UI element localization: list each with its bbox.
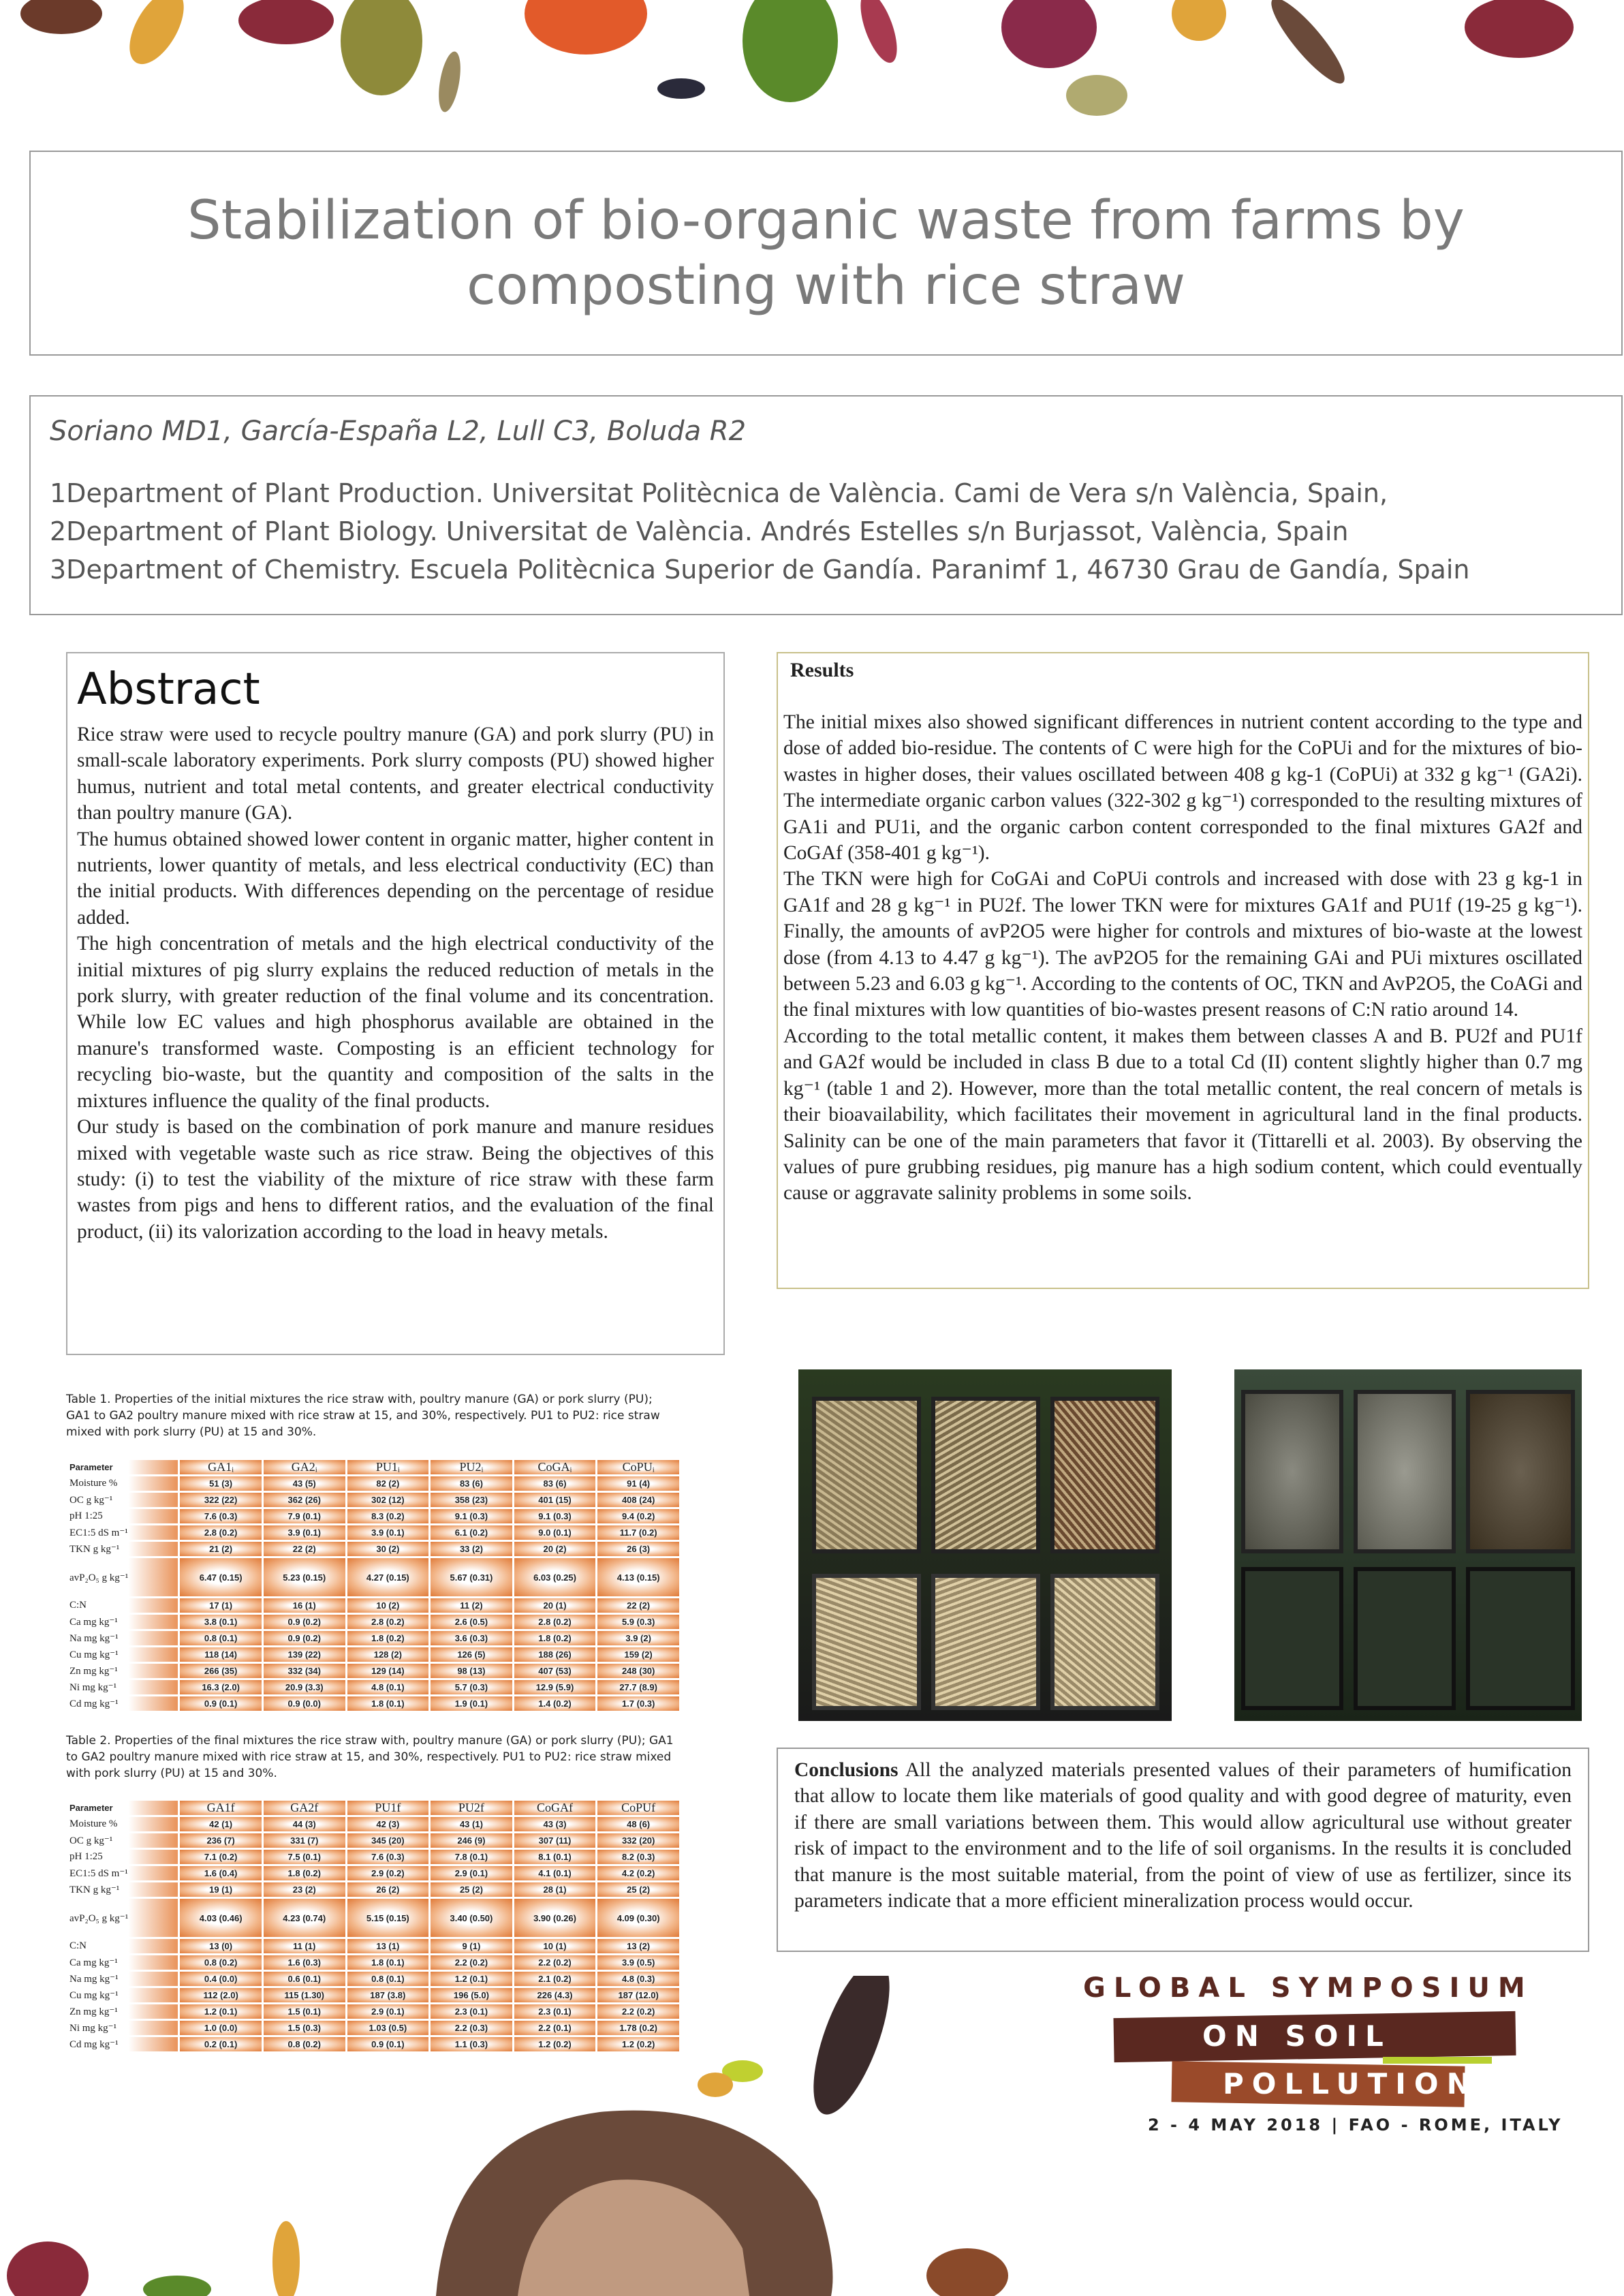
table-cell: 159 (2) — [597, 1647, 679, 1662]
table-cell: 1.8 (0.1) — [347, 1955, 429, 1970]
table-cell: 13 (1) — [347, 1939, 429, 1953]
table-cell: 115 (1.30) — [264, 1988, 345, 2002]
table-cell: 128 (2) — [347, 1647, 429, 1662]
table-cell: 1.2 (0.2) — [597, 2037, 679, 2051]
table-cell: 5.23 (0.15) — [264, 1558, 345, 1596]
table-cell: 2.6 (0.5) — [431, 1615, 512, 1629]
table-cell: 7.6 (0.3) — [180, 1509, 262, 1523]
table-cell: 1.5 (0.1) — [264, 2004, 345, 2019]
parameter-label: TKN g kg⁻¹ — [68, 1542, 178, 1556]
table-row — [68, 1647, 679, 1662]
affiliation: 1Department of Plant Production. Universitat Politècnica de València. Cami de Vera s/n València, Spain, — [50, 478, 1388, 508]
table-cell: 3.6 (0.3) — [431, 1631, 512, 1645]
table-cell: 12.9 (5.9) — [514, 1680, 596, 1694]
table-cell: 3.8 (0.1) — [180, 1615, 262, 1629]
poster-title: Stabilization of bio-organic waste from farms by composting with rice straw — [29, 151, 1623, 356]
table-cell: 1.0 (0.0) — [180, 2021, 262, 2035]
column-header: CoGAᵢ — [514, 1460, 596, 1474]
table-cell: 1.4 (0.2) — [514, 1696, 596, 1711]
table-cell: 3.9 (0.5) — [597, 1955, 679, 1970]
table-row — [68, 1850, 679, 1864]
column-header: Parameter — [68, 1801, 178, 1815]
table-row — [68, 1615, 679, 1629]
parameter-label: pH 1:25 — [68, 1509, 178, 1523]
table-cell: 17 (1) — [180, 1598, 262, 1613]
table-cell: 1.9 (0.1) — [431, 1696, 512, 1711]
column-header: GA1ᵢ — [180, 1460, 262, 1474]
logo-line2: ON SOIL — [1202, 2019, 1392, 2053]
column-header: CoPUᵢ — [597, 1460, 679, 1474]
column-header: PU2ᵢ — [431, 1460, 512, 1474]
column-header: GA1f — [180, 1801, 262, 1815]
table-cell: 1.8 (0.2) — [264, 1866, 345, 1880]
table-cell: 23 (2) — [264, 1882, 345, 1897]
results-paragraph: The initial mixes also showed significant differences in nutrient content according to the type and dose of added bio-residue. The contents of C were high for the CoPUi and for the mixtures of bio-wastes in higher doses, their values oscillated between 408 g kg-1 (CoPUi) at 332 g kg⁻¹ (GA2i). The intermediate organic carbon values (322-302 g kg⁻¹) corresponded to the resulting mixtures of GA1i and PU1i, and the organic carbon content corresponded to the final mixtures GA2f and CoGAf (358-401 g kg⁻¹). — [783, 711, 1582, 865]
parameter-label: Zn mg kg⁻¹ — [68, 2004, 178, 2019]
logo-line4: 2 - 4 MAY 2018 | FAO - ROME, ITALY — [1148, 2115, 1563, 2135]
parameter-label: TKN g kg⁻¹ — [68, 1882, 178, 1897]
table-cell: 4.23 (0.74) — [264, 1899, 345, 1937]
table-cell: 33 (2) — [431, 1542, 512, 1556]
table-cell: 43 (1) — [431, 1817, 512, 1831]
table-cell: 16.3 (2.0) — [180, 1680, 262, 1694]
abstract-section — [66, 652, 725, 1355]
table-cell: 345 (20) — [347, 1833, 429, 1848]
table-cell: 2.8 (0.2) — [514, 1615, 596, 1629]
table-cell: 10 (2) — [347, 1598, 429, 1613]
abstract-paragraph: The high concentration of metals and the high electrical conductivity of the initial mixtures of pig slurry explains the reduced reduction of metals in the pork slurry, with greater reduction of the final volume and its concentration. While low EC values and high phosphorus available are obtained in the manure's transformed waste. Composting is an efficient technology for recycling bio-waste, but the quantity and composition of the salts in the mixtures influence the quality of the final products. — [77, 933, 714, 1112]
table-cell: 4.27 (0.15) — [347, 1558, 429, 1596]
column-header: PU2f — [431, 1801, 512, 1815]
table-cell: 1.8 (0.1) — [347, 1696, 429, 1711]
table-cell: 10 (1) — [514, 1939, 596, 1953]
table-cell: 4.09 (0.30) — [597, 1899, 679, 1937]
table-cell: 7.9 (0.1) — [264, 1509, 345, 1523]
table-cell: 20 (2) — [514, 1542, 596, 1556]
parameter-label: EC1:5 dS m⁻¹ — [68, 1866, 178, 1880]
table-cell: 6.47 (0.15) — [180, 1558, 262, 1596]
column-header: PU1ᵢ — [347, 1460, 429, 1474]
parameter-label: Cu mg kg⁻¹ — [68, 1647, 178, 1662]
table-cell: 0.4 (0.0) — [180, 1972, 262, 1986]
table-cell: 13 (2) — [597, 1939, 679, 1953]
table-cell: 126 (5) — [431, 1647, 512, 1662]
abstract-heading: Abstract — [77, 664, 260, 715]
table-cell: 358 (23) — [431, 1493, 512, 1507]
authors-box — [29, 395, 1623, 615]
results-paragraph: The TKN were high for CoGAi and CoPUi controls and increased with dose with 23 g kg-1 in GA1f and 28 g kg⁻¹ in PU2f. The lower TKN were for mixtures GA1f and PU1f (19-25 g kg⁻¹). Finally, the amounts of avP2O5 were higher for controls and mixtures of bio-waste at the lowest dose (from 4.13 to 4.47 g kg⁻¹). The avP2O5 for the remaining GAi and PUi mixtures oscillated between 5.23 and 6.03 g kg⁻¹. According to the contents of OC, TKN and AvP2O5, the CoAGi and the final mixtures with low quantities of bio-wastes present reasons of C:N ratio around 14. — [783, 868, 1582, 1021]
table-row — [68, 1866, 679, 1880]
conclusions-section — [777, 1748, 1589, 1952]
parameter-label: Ca mg kg⁻¹ — [68, 1615, 178, 1629]
table-cell: 196 (5.0) — [431, 1988, 512, 2002]
table-cell: 2.2 (0.2) — [431, 1955, 512, 1970]
table-cell: 3.9 (0.1) — [347, 1525, 429, 1540]
table-cell: 248 (30) — [597, 1664, 679, 1678]
table-row — [68, 1476, 679, 1491]
table-row — [68, 1664, 679, 1678]
table-cell: 8.3 (0.2) — [347, 1509, 429, 1523]
table-cell: 13 (0) — [180, 1939, 262, 1953]
table-cell: 51 (3) — [180, 1476, 262, 1491]
table-cell: 91 (4) — [597, 1476, 679, 1491]
table-cell: 332 (34) — [264, 1664, 345, 1678]
table-cell: 1.8 (0.2) — [514, 1631, 596, 1645]
table-header-row — [68, 1801, 679, 1815]
table-row — [68, 1833, 679, 1848]
table-row — [68, 1899, 679, 1937]
table-cell: 27.7 (8.9) — [597, 1680, 679, 1694]
table-cell: 30 (2) — [347, 1542, 429, 1556]
table-cell: 0.9 (0.2) — [264, 1615, 345, 1629]
table-row — [68, 1525, 679, 1540]
table-cell: 1.7 (0.3) — [597, 1696, 679, 1711]
conclusions-text: All the analyzed materials presented values of their parameters of humification that allow to locate them like materials of good quality and with good degree of maturity, even if there are small variations between them. This would allow agricultural use without greater risk of impact to the environment and to the life of soil organisms. In the results it is concluded that manure is the most suitable material, from the point of view of use as fertilizer, since its parameters indicate that a more efficient mineralization process would occur. — [794, 1759, 1572, 1912]
table-cell: 83 (6) — [514, 1476, 596, 1491]
table-cell: 3.9 (2) — [597, 1631, 679, 1645]
table-cell: 0.9 (0.1) — [180, 1696, 262, 1711]
table-cell: 0.8 (0.1) — [180, 1631, 262, 1645]
table-cell: 2.9 (0.1) — [431, 1866, 512, 1880]
table-cell: 322 (22) — [180, 1493, 262, 1507]
parameter-label: EC1:5 dS m⁻¹ — [68, 1525, 178, 1540]
table-cell: 4.8 (0.1) — [347, 1680, 429, 1694]
results-section — [777, 652, 1589, 1289]
table-cell: 7.1 (0.2) — [180, 1850, 262, 1864]
table-cell: 42 (1) — [180, 1817, 262, 1831]
table-cell: 43 (5) — [264, 1476, 345, 1491]
table-row — [68, 1542, 679, 1556]
table-cell: 8.2 (0.3) — [597, 1850, 679, 1864]
table-cell: 4.8 (0.3) — [597, 1972, 679, 1986]
results-paragraph: According to the total metallic content, it makes them between classes A and B. PU2f and PU1f and GA2f would be included in class B due to a total Cd (II) content slightly higher than 0.7 mg kg⁻¹ (table 1 and 2). However, more than the total metallic content, the real concern of metals is their bioavailability, which facilitates their movement in agricultural land in the final products. Salinity can be one of the main parameters that favor it (Tittarelli et al. 2003). By observing the values of pure grubbing residues, pig manure has a high sodium content, which could eventually cause or aggravate salinity problems in some soils. — [783, 1025, 1582, 1205]
table-cell: 362 (26) — [264, 1493, 345, 1507]
parameter-label: Ca mg kg⁻¹ — [68, 1955, 178, 1970]
table-cell: 2.2 (0.3) — [431, 2021, 512, 2035]
table-cell: 83 (6) — [431, 1476, 512, 1491]
photo-slurry-trays — [1234, 1369, 1582, 1721]
table-cell: 2.2 (0.2) — [514, 1955, 596, 1970]
table-cell: 4.03 (0.46) — [180, 1899, 262, 1937]
abstract-paragraph: Our study is based on the combination of pork manure and manure residues mixed with vegetable waste such as rice straw. Being the objectives of this study: (i) to test the viability of the mixture of rice straw with these farm wastes from pigs and hens to different ratios, and the evaluation of the final product, (ii) its valorization according to the load in heavy metals. — [77, 1116, 714, 1243]
logo-line1: GLOBAL SYMPOSIUM — [1083, 1972, 1533, 2004]
parameter-label: Moisture % — [68, 1817, 178, 1831]
table-cell: 4.13 (0.15) — [597, 1558, 679, 1596]
column-header: GA2ᵢ — [264, 1460, 345, 1474]
table-cell: 2.9 (0.1) — [347, 2004, 429, 2019]
table-cell: 187 (12.0) — [597, 1988, 679, 2002]
table-cell: 1.2 (0.2) — [514, 2037, 596, 2051]
table-cell: 129 (14) — [347, 1664, 429, 1678]
table-cell: 9 (1) — [431, 1939, 512, 1953]
table-cell: 44 (3) — [264, 1817, 345, 1831]
parameter-label: Ni mg kg⁻¹ — [68, 1680, 178, 1694]
table-cell: 2.3 (0.1) — [514, 2004, 596, 2019]
table-cell: 112 (2.0) — [180, 1988, 262, 2002]
conclusions-heading: Conclusions — [794, 1759, 899, 1781]
table-cell: 408 (24) — [597, 1493, 679, 1507]
table-cell: 4.2 (0.2) — [597, 1866, 679, 1880]
table-cell: 2.8 (0.2) — [180, 1525, 262, 1540]
table-cell: 332 (20) — [597, 1833, 679, 1848]
author-names: Soriano MD1, García-España L2, Lull C3, Boluda R2 — [50, 416, 747, 447]
table-cell: 7.5 (0.1) — [264, 1850, 345, 1864]
abstract-paragraph: Rice straw were used to recycle poultry manure (GA) and pork slurry (PU) in small-scale laboratory experiments. Pork slurry composts (PU) showed higher humus, nutrient and total metal contents, and greater electrical conductivity than poultry manure (GA). — [77, 724, 714, 824]
table-cell: 226 (4.3) — [514, 1988, 596, 2002]
symposium-logo — [1063, 1972, 1563, 2139]
table-cell: 2.3 (0.1) — [431, 2004, 512, 2019]
affiliation: 3Department of Chemistry. Escuela Politècnica Superior de Gandía. Paranimf 1, 46730 Grau de Gandía, Spain — [50, 555, 1470, 585]
photo-rice-straw-trays — [798, 1369, 1172, 1721]
table2-caption: Table 2. Properties of the final mixtures the rice straw with, poultry manure (GA) or pork slurry (PU); GA1 to GA2 poultry manure mixed with rice straw at 15, and 30%, respectively. PU1 to PU2: rice straw mixed with pork slurry (PU) at 15 and 30%. — [66, 1734, 674, 1780]
table-cell: 25 (2) — [431, 1882, 512, 1897]
table-cell: 11.7 (0.2) — [597, 1525, 679, 1540]
parameter-label: OC g kg⁻¹ — [68, 1833, 178, 1848]
table-row — [68, 1817, 679, 1831]
table-cell: 4.1 (0.1) — [514, 1866, 596, 1880]
table-cell: 188 (26) — [514, 1647, 596, 1662]
table-cell: 1.8 (0.2) — [347, 1631, 429, 1645]
table-cell: 1.2 (0.1) — [431, 1972, 512, 1986]
table-cell: 9.1 (0.3) — [431, 1509, 512, 1523]
table-cell: 20.9 (3.3) — [264, 1680, 345, 1694]
table-cell: 0.2 (0.1) — [180, 2037, 262, 2051]
table-row — [68, 1939, 679, 1953]
table-cell: 26 (2) — [347, 1882, 429, 1897]
parameter-label: Zn mg kg⁻¹ — [68, 1664, 178, 1678]
table-cell: 2.2 (0.1) — [514, 2021, 596, 2035]
table-cell: 1.2 (0.1) — [180, 2004, 262, 2019]
table-cell: 3.90 (0.26) — [514, 1899, 596, 1937]
table-row — [68, 1598, 679, 1613]
table-cell: 43 (3) — [514, 1817, 596, 1831]
table-cell: 25 (2) — [597, 1882, 679, 1897]
table-cell: 0.8 (0.2) — [264, 2037, 345, 2051]
table-cell: 0.8 (0.2) — [180, 1955, 262, 1970]
parameter-label: Cd mg kg⁻¹ — [68, 1696, 178, 1711]
table-cell: 22 (2) — [264, 1542, 345, 1556]
table1-caption: Table 1. Properties of the initial mixtures the rice straw with, poultry manure (GA) or pork slurry (PU); GA1 to GA2 poultry manure mixed with rice straw at 15, and 30%, respectively. PU1 to PU2: rice straw mixed with pork slurry (PU) at 15 and 30%. — [66, 1393, 660, 1439]
table-cell: 401 (15) — [514, 1493, 596, 1507]
table-cell: 139 (22) — [264, 1647, 345, 1662]
table-header-row — [68, 1460, 679, 1474]
table-cell: 5.67 (0.31) — [431, 1558, 512, 1596]
table-cell: 3.40 (0.50) — [431, 1899, 512, 1937]
results-heading: Results — [790, 659, 854, 681]
table-cell: 118 (14) — [180, 1647, 262, 1662]
table-row — [68, 1509, 679, 1523]
table-cell: 2.8 (0.2) — [347, 1615, 429, 1629]
decorative-leaves-top — [0, 0, 1624, 136]
table-cell: 1.5 (0.3) — [264, 2021, 345, 2035]
table-cell: 266 (35) — [180, 1664, 262, 1678]
table1 — [66, 1458, 681, 1713]
table-cell: 82 (2) — [347, 1476, 429, 1491]
table-cell: 307 (11) — [514, 1833, 596, 1848]
table-cell: 98 (13) — [431, 1664, 512, 1678]
table-cell: 1.6 (0.4) — [180, 1866, 262, 1880]
table-cell: 28 (1) — [514, 1882, 596, 1897]
parameter-label: Na mg kg⁻¹ — [68, 1972, 178, 1986]
table-cell: 187 (3.8) — [347, 1988, 429, 2002]
table-cell: 0.9 (0.2) — [264, 1631, 345, 1645]
table-cell: 16 (1) — [264, 1598, 345, 1613]
parameter-label: Cu mg kg⁻¹ — [68, 1988, 178, 2002]
logo-line3: POLLUTION — [1223, 2067, 1479, 2100]
column-header: Parameter — [68, 1460, 178, 1474]
table-cell: 3.9 (0.1) — [264, 1525, 345, 1540]
parameter-label: Cd mg kg⁻¹ — [68, 2037, 178, 2051]
column-header: CoGAf — [514, 1801, 596, 1815]
parameter-label: avP₂O₅ g kg⁻¹ — [68, 1899, 178, 1937]
table-cell: 9.1 (0.3) — [514, 1509, 596, 1523]
table-cell: 407 (53) — [514, 1664, 596, 1678]
table-cell: 9.4 (0.2) — [597, 1509, 679, 1523]
table-cell: 22 (2) — [597, 1598, 679, 1613]
table-cell: 2.2 (0.2) — [597, 2004, 679, 2019]
table-cell: 236 (7) — [180, 1833, 262, 1848]
table-cell: 7.6 (0.3) — [347, 1850, 429, 1864]
table-row — [68, 1631, 679, 1645]
table-cell: 302 (12) — [347, 1493, 429, 1507]
table-cell: 5.7 (0.3) — [431, 1680, 512, 1694]
parameter-label: Na mg kg⁻¹ — [68, 1631, 178, 1645]
table-cell: 11 (2) — [431, 1598, 512, 1613]
table-cell: 0.6 (0.1) — [264, 1972, 345, 1986]
column-header: PU1f — [347, 1801, 429, 1815]
table-cell: 1.78 (0.2) — [597, 2021, 679, 2035]
table-row — [68, 1882, 679, 1897]
table-cell: 11 (1) — [264, 1939, 345, 1953]
table-cell: 2.1 (0.2) — [514, 1972, 596, 1986]
table-row — [68, 1493, 679, 1507]
table-cell: 20 (1) — [514, 1598, 596, 1613]
table-cell: 0.8 (0.1) — [347, 1972, 429, 1986]
table-cell: 42 (3) — [347, 1817, 429, 1831]
table-row — [68, 1696, 679, 1711]
table-cell: 26 (3) — [597, 1542, 679, 1556]
table-row — [68, 1955, 679, 1970]
column-header: GA2f — [264, 1801, 345, 1815]
table-cell: 6.03 (0.25) — [514, 1558, 596, 1596]
affiliation: 2Department of Plant Biology. Universitat de València. Andrés Estelles s/n Burjassot, València, Spain — [50, 516, 1349, 546]
table-cell: 331 (7) — [264, 1833, 345, 1848]
abstract-paragraph: The humus obtained showed lower content in organic matter, higher content in nutrients, lower quantity of metals, and less electrical conductivity (EC) than the initial products. With differences depending on the percentage of residue added. — [77, 828, 714, 929]
table-cell: 5.15 (0.15) — [347, 1899, 429, 1937]
table-cell: 7.8 (0.1) — [431, 1850, 512, 1864]
table-cell: 0.9 (0.1) — [347, 2037, 429, 2051]
table-cell: 9.0 (0.1) — [514, 1525, 596, 1540]
parameter-label: avP₂O₅ g kg⁻¹ — [68, 1558, 178, 1596]
table-cell: 6.1 (0.2) — [431, 1525, 512, 1540]
parameter-label: OC g kg⁻¹ — [68, 1493, 178, 1507]
table-row — [68, 1558, 679, 1596]
column-header: CoPUf — [597, 1801, 679, 1815]
table-cell: 246 (9) — [431, 1833, 512, 1848]
table-cell: 1.1 (0.3) — [431, 2037, 512, 2051]
decorative-head-bottom — [0, 1976, 1022, 2296]
table-cell: 1.6 (0.3) — [264, 1955, 345, 1970]
parameter-label: pH 1:25 — [68, 1850, 178, 1864]
parameter-label: Ni mg kg⁻¹ — [68, 2021, 178, 2035]
parameter-label: C:N — [68, 1598, 178, 1613]
table-cell: 0.9 (0.0) — [264, 1696, 345, 1711]
table-cell: 1.03 (0.5) — [347, 2021, 429, 2035]
table-cell: 2.9 (0.2) — [347, 1866, 429, 1880]
table-cell: 48 (6) — [597, 1817, 679, 1831]
table-cell: 8.1 (0.1) — [514, 1850, 596, 1864]
table-row — [68, 1680, 679, 1694]
parameter-label: C:N — [68, 1939, 178, 1953]
parameter-label: Moisture % — [68, 1476, 178, 1491]
table-cell: 21 (2) — [180, 1542, 262, 1556]
table-cell: 5.9 (0.3) — [597, 1615, 679, 1629]
table-cell: 19 (1) — [180, 1882, 262, 1897]
